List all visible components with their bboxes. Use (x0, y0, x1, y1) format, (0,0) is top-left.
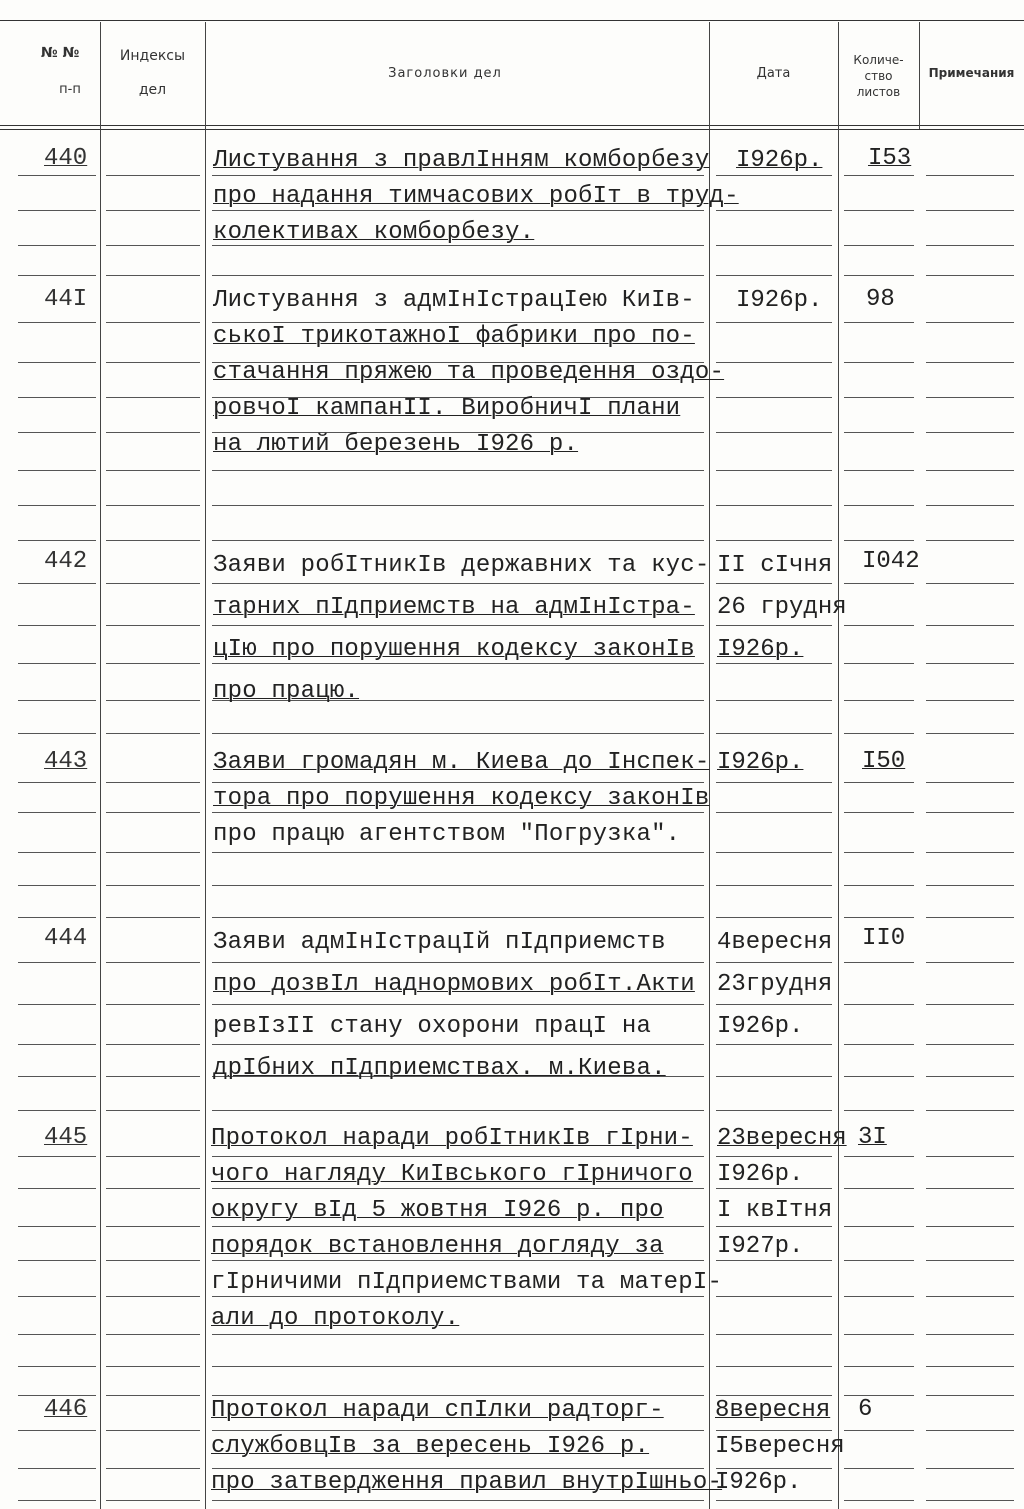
ruled-line (926, 733, 1014, 734)
record-title-line: про затвердження правил внутрIшньо- (211, 1469, 723, 1496)
ruled-line (18, 812, 96, 813)
header-count-line: ство (864, 69, 893, 83)
record-title-line: гIрничими пIдприемствами та матерI- (211, 1269, 723, 1296)
ruled-line (106, 1226, 200, 1227)
record-number: 443 (44, 748, 88, 775)
header-bottom-border (0, 125, 1024, 126)
ruled-line (106, 1156, 200, 1157)
ruled-line (844, 852, 914, 853)
ruled-line (18, 1500, 96, 1501)
header-count-line: Количе- (853, 53, 904, 67)
record-date-line: I926р. (717, 636, 804, 663)
record-count: 98 (866, 286, 895, 313)
record-date-line: I квIтня (717, 1197, 833, 1224)
ruled-line (926, 1156, 1014, 1157)
ruled-line (18, 962, 96, 963)
record-date-line: I926р. (717, 1161, 804, 1188)
ruled-line (844, 1395, 914, 1396)
ruled-line (18, 1366, 96, 1367)
ruled-line (106, 1500, 200, 1501)
ruled-line (106, 1076, 200, 1077)
ruled-line (844, 1110, 914, 1111)
ruled-line (844, 917, 914, 918)
ruled-line (926, 432, 1014, 433)
ruled-line (844, 1188, 914, 1189)
header-num-sub: п-п (59, 82, 81, 97)
ruled-line (844, 583, 914, 584)
ruled-line (106, 962, 200, 963)
record-dates (715, 1393, 845, 1501)
ruled-line (212, 1110, 704, 1111)
header-title-label: Заголовки дел (388, 66, 502, 81)
ruled-line (212, 1366, 704, 1367)
header-count-line: листов (856, 85, 901, 99)
record-title-line: цIю про порушення кодексу законIв (213, 636, 695, 663)
ruled-line (106, 1188, 200, 1189)
record-title-line: Листування з правлIнням комборбезу (213, 147, 710, 174)
ruled-line (106, 782, 200, 783)
record-title-line: али до протоколу. (211, 1305, 460, 1332)
ruled-line (926, 245, 1014, 246)
ruled-line (844, 1430, 914, 1431)
record-title-line: Заяви робIтникIв державних та кус- (213, 552, 710, 579)
ruled-line (926, 812, 1014, 813)
ruled-line (106, 540, 200, 541)
record-title (213, 745, 709, 853)
ruled-line (106, 1044, 200, 1045)
ruled-line (18, 1110, 96, 1111)
ruled-line (716, 782, 832, 783)
record-title-line: Заяви адмIнIстрацIй пIдприемств (213, 929, 666, 956)
ruled-line (106, 432, 200, 433)
record-title-line: тора про порушення кодексу законIв (213, 785, 710, 812)
ruled-line (212, 505, 704, 506)
ruled-line (18, 322, 96, 323)
ruled-line (18, 1004, 96, 1005)
record-count: 6 (858, 1396, 873, 1423)
ruled-line (844, 812, 914, 813)
ruled-line (844, 700, 914, 701)
ruled-line (18, 700, 96, 701)
ruled-line (844, 1226, 914, 1227)
header-notes-label: Примечания (928, 66, 1015, 80)
record-count: I50 (862, 748, 906, 775)
record-title-line: порядок встановлення догляду за (211, 1233, 664, 1260)
record-count: I042 (862, 548, 920, 575)
ruled-line (716, 885, 832, 886)
record-title-line: колективах комборбезу. (213, 219, 535, 246)
ruled-line (926, 700, 1014, 701)
record-title-line: про працю. (213, 678, 360, 705)
ruled-line (844, 1366, 914, 1367)
ruled-line (844, 175, 914, 176)
record-date-line: 23грудня (717, 971, 833, 998)
ruled-line (926, 625, 1014, 626)
ruled-line (106, 1260, 200, 1261)
ruled-line (106, 1468, 200, 1469)
ruled-line (716, 1076, 832, 1077)
ruled-line (106, 1334, 200, 1335)
ruled-line (106, 362, 200, 363)
ruled-line (844, 782, 914, 783)
record-title (213, 922, 695, 1090)
ruled-line (844, 1044, 914, 1045)
ruled-line (716, 397, 832, 398)
ruled-line (844, 432, 914, 433)
column-divider (838, 22, 839, 1509)
header-bottom-border-double (0, 129, 1024, 130)
ruled-line (106, 885, 200, 886)
ruled-line (716, 1110, 832, 1111)
ruled-line (106, 275, 200, 276)
ruled-line (926, 1468, 1014, 1469)
ruled-line (926, 1366, 1014, 1367)
ruled-line (844, 1260, 914, 1261)
ruled-line (844, 663, 914, 664)
ruled-line (18, 917, 96, 918)
ruled-line (716, 917, 832, 918)
ruled-line (716, 1334, 832, 1335)
ruled-line (106, 175, 200, 176)
record-date-line: I926р. (715, 1469, 802, 1496)
ruled-line (18, 782, 96, 783)
record-date: I926р. (717, 749, 804, 776)
ruled-line (716, 275, 832, 276)
record-title-line: Листування з адмIнIстрацIею КиIв- (213, 287, 695, 314)
ruled-line (926, 663, 1014, 664)
ruled-line (18, 885, 96, 886)
ruled-line (926, 885, 1014, 886)
ruled-line (926, 782, 1014, 783)
record-title-line: службовцIв за вересень I926 р. (211, 1433, 650, 1460)
ruled-line (212, 733, 704, 734)
ruled-line (844, 470, 914, 471)
ruled-line (716, 733, 832, 734)
ruled-line (106, 852, 200, 853)
ruled-line (844, 1334, 914, 1335)
ruled-line (926, 322, 1014, 323)
record-title-line: Протокол наради робIтникIв гIрни- (211, 1125, 693, 1152)
ruled-line (18, 1260, 96, 1261)
record-date-line: 4вересня (717, 929, 833, 956)
ruled-line (926, 397, 1014, 398)
ruled-line (926, 1044, 1014, 1045)
ruled-line (18, 397, 96, 398)
record-dates (717, 545, 847, 671)
record-number: 446 (44, 1396, 88, 1423)
ruled-line (844, 1500, 914, 1501)
ruled-line (926, 505, 1014, 506)
ruled-line (844, 245, 914, 246)
ruled-line (844, 275, 914, 276)
ruled-line (926, 583, 1014, 584)
ruled-line (716, 432, 832, 433)
record-title (213, 283, 724, 463)
record-title (213, 545, 709, 713)
record-date-line: I926р. (717, 1013, 804, 1040)
ruled-line (844, 1296, 914, 1297)
ruled-line (18, 852, 96, 853)
ruled-line (18, 540, 96, 541)
record-title-line: про працю агентством "Погрузка". (213, 821, 681, 848)
ruled-line (106, 1430, 200, 1431)
ruled-line (18, 733, 96, 734)
ruled-line (18, 505, 96, 506)
ruled-line (106, 700, 200, 701)
record-title-line: чого нагляду КиIвського гIрничого (211, 1161, 693, 1188)
record-count: 3I (858, 1124, 887, 1151)
record-date-line: II сIчня (717, 552, 833, 579)
ruled-line (106, 210, 200, 211)
ruled-line (106, 322, 200, 323)
ruled-line (106, 470, 200, 471)
ruled-line (926, 210, 1014, 211)
ruled-line (106, 397, 200, 398)
ruled-line (926, 852, 1014, 853)
record-dates (717, 922, 832, 1048)
ruled-line (212, 470, 704, 471)
ruled-line (18, 1044, 96, 1045)
record-title-line: ровчоI кампанII. ВиробничI плани (213, 395, 681, 422)
record-number: 445 (44, 1124, 88, 1151)
ruled-line (926, 1500, 1014, 1501)
record-title (211, 1393, 722, 1501)
ruled-line (18, 1296, 96, 1297)
ruled-line (844, 1468, 914, 1469)
ruled-line (926, 1430, 1014, 1431)
ruled-line (844, 1076, 914, 1077)
ruled-line (18, 1226, 96, 1227)
record-title-line: про дозвIл наднормових робIт.Акти (213, 971, 695, 998)
ruled-line (844, 397, 914, 398)
ruled-line (106, 733, 200, 734)
ruled-line (926, 1296, 1014, 1297)
ruled-line (18, 583, 96, 584)
ruled-line (18, 362, 96, 363)
ruled-line (18, 432, 96, 433)
ruled-line (106, 1366, 200, 1367)
ruled-line (18, 175, 96, 176)
record-number: 440 (44, 145, 88, 172)
ruled-line (18, 1188, 96, 1189)
ruled-line (212, 885, 704, 886)
ruled-line (844, 885, 914, 886)
ruled-line (926, 917, 1014, 918)
ruled-line (926, 1076, 1014, 1077)
ruled-line (106, 583, 200, 584)
ruled-line (844, 210, 914, 211)
ruled-line (212, 540, 704, 541)
ruled-line (716, 1366, 832, 1367)
ruled-line (18, 245, 96, 246)
record-date-line: 8вересня (715, 1397, 831, 1424)
record-title-line: Протокол наради спIлки радторг- (211, 1397, 664, 1424)
ruled-line (212, 917, 704, 918)
record-date-line: I927р. (717, 1233, 804, 1260)
ruled-line (844, 625, 914, 626)
ruled-line (926, 1260, 1014, 1261)
ruled-line (106, 917, 200, 918)
ruled-line (716, 852, 832, 853)
record-title-line: стачання пряжею та проведення оздо- (213, 359, 725, 386)
ruled-line (106, 1004, 200, 1005)
ruled-line (106, 1296, 200, 1297)
ruled-line (18, 1156, 96, 1157)
ruled-line (106, 1395, 200, 1396)
ruled-line (18, 470, 96, 471)
record-title-line: ревIзII стану охорони працI на (213, 1013, 652, 1040)
ruled-line (716, 700, 832, 701)
ruled-line (18, 663, 96, 664)
ruled-line (926, 175, 1014, 176)
ruled-line (716, 362, 832, 363)
record-count: I53 (868, 145, 912, 172)
ruled-line (18, 275, 96, 276)
ruled-line (844, 362, 914, 363)
ruled-line (106, 245, 200, 246)
header-index-label: Индексы (119, 48, 186, 64)
ruled-line (926, 1226, 1014, 1227)
ruled-line (716, 540, 832, 541)
header-count-label (838, 52, 919, 100)
ruled-line (844, 733, 914, 734)
ruled-line (18, 625, 96, 626)
record-count: II0 (862, 925, 906, 952)
ruled-line (18, 1430, 96, 1431)
ruled-line (844, 540, 914, 541)
header-num-label: № № (40, 45, 80, 61)
record-title-line: ськоI трикотажноI фабрики про по- (213, 323, 695, 350)
record-title (213, 143, 739, 251)
record-title-line: дрIбних пIдприемствах. м.Киева. (213, 1055, 666, 1082)
ruled-line (18, 1468, 96, 1469)
record-date: I926р. (736, 147, 823, 174)
ruled-line (926, 470, 1014, 471)
ruled-line (106, 812, 200, 813)
ruled-line (926, 1004, 1014, 1005)
record-date-line: I5вересня (715, 1433, 845, 1460)
ruled-line (106, 505, 200, 506)
ruled-line (716, 322, 832, 323)
record-number: 442 (44, 548, 88, 575)
ruled-line (212, 275, 704, 276)
ruled-line (844, 962, 914, 963)
record-date-line: 26 грудня (717, 594, 847, 621)
ruled-line (926, 540, 1014, 541)
record-title-line: Заяви громадян м. Киева до Iнспек- (213, 749, 710, 776)
ruled-line (18, 1076, 96, 1077)
ruled-line (716, 470, 832, 471)
ruled-line (844, 1156, 914, 1157)
record-date: I926р. (736, 287, 823, 314)
ruled-line (926, 1395, 1014, 1396)
ruled-line (106, 625, 200, 626)
ruled-line (926, 1188, 1014, 1189)
column-divider (205, 22, 206, 1509)
record-number: 444 (44, 925, 88, 952)
table-top-border (0, 20, 1024, 21)
ruled-line (844, 322, 914, 323)
column-divider (100, 22, 101, 1509)
record-title (211, 1121, 722, 1337)
record-dates (717, 1121, 847, 1265)
ruled-line (716, 505, 832, 506)
ruled-line (18, 1334, 96, 1335)
ruled-line (926, 1334, 1014, 1335)
ruled-line (926, 362, 1014, 363)
ruled-line (844, 505, 914, 506)
header-date-label: Дата (756, 66, 791, 81)
ruled-line (926, 275, 1014, 276)
ruled-line (106, 663, 200, 664)
record-number: 44I (44, 286, 88, 313)
ruled-line (716, 1296, 832, 1297)
ruled-line (844, 1004, 914, 1005)
record-date-line: 23вересня (717, 1125, 847, 1152)
ruled-line (716, 812, 832, 813)
record-title-line: округу вIд 5 жовтня I926 р. про (211, 1197, 664, 1224)
ruled-line (926, 962, 1014, 963)
ruled-line (18, 210, 96, 211)
ruled-line (926, 1110, 1014, 1111)
record-title-line: на лютий березень I926 р. (213, 431, 579, 458)
record-title-line: про надання тимчасових робIт в труд- (213, 183, 739, 210)
ruled-line (106, 1110, 200, 1111)
record-title-line: тарних пIдприемств на адмIнIстра- (213, 594, 695, 621)
header-index-sub: дел (138, 82, 167, 98)
